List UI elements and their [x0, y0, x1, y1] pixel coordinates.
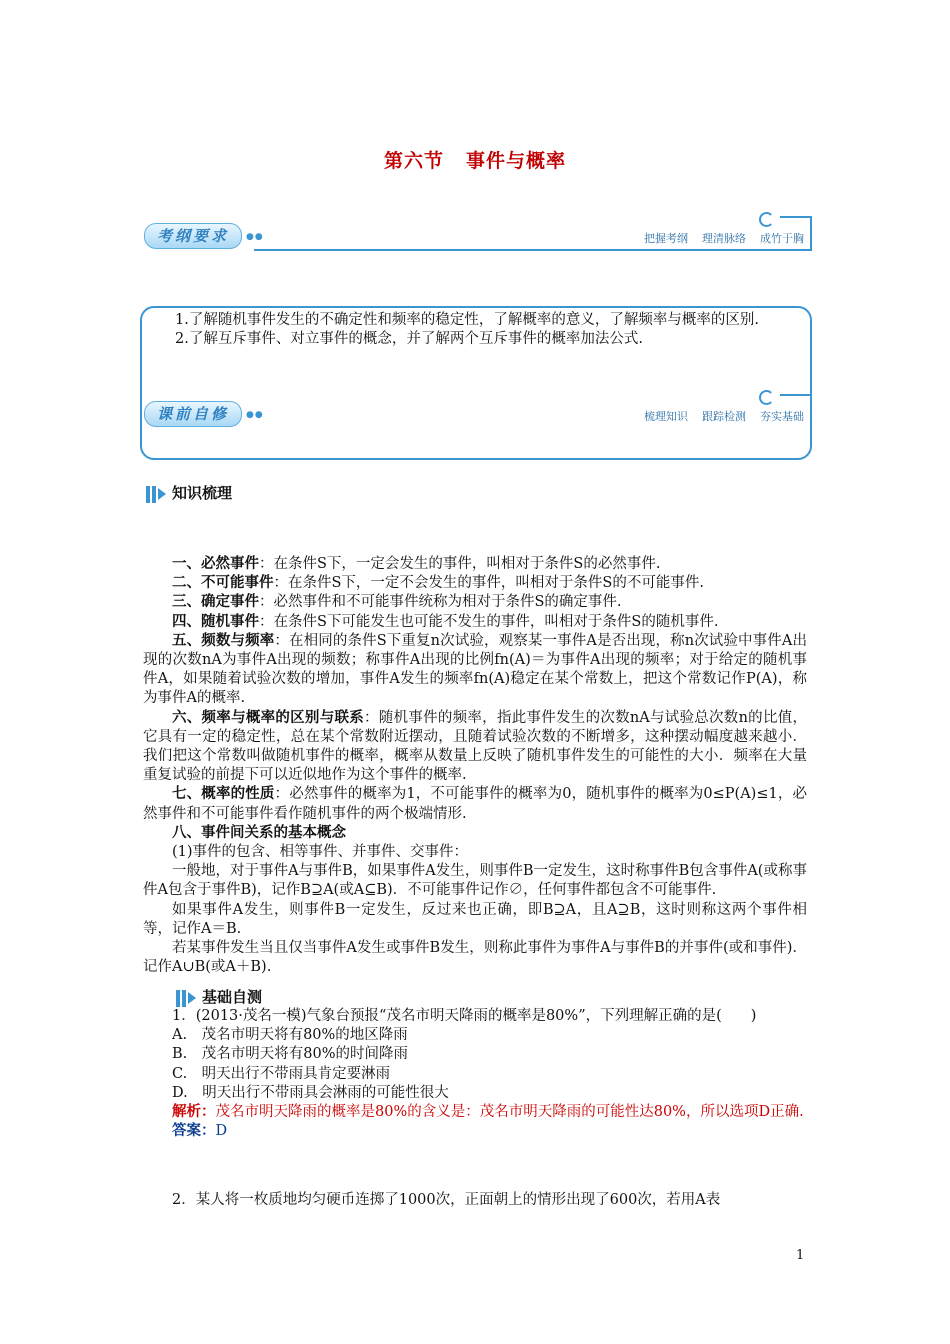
- banner-tags: [630, 408, 804, 424]
- swirl-icon: [759, 212, 774, 227]
- option-d: D. 明天出行不带雨具会淋雨的可能性很大: [172, 1084, 449, 1101]
- banner-tag: 把握考纲: [644, 232, 688, 245]
- banner-tag: 梳理知识: [644, 410, 688, 423]
- item-8: 八、事件间关系的基本概念: [172, 824, 346, 841]
- item-8c: 如果事件A发生，则事件B一定发生，反过来也正确，即B⊇A，且A⊇B，这时则称这两个事件相等，记作A＝B.: [143, 901, 807, 937]
- analysis: 解析：茂名市明天降雨的概率是80%的含义是：茂名市明天降雨的可能性达80%，所以选项D正确.: [172, 1104, 804, 1121]
- item-2: 二、不可能事件：在条件S下，一定不会发生的事件，叫相对于条件S的不可能事件.: [172, 575, 704, 592]
- banner-tag: 成竹于胸: [760, 232, 804, 245]
- banner-tag: 理清脉络: [702, 232, 746, 245]
- option-b: B. 茂名市明天将有80%的时间降雨: [172, 1046, 408, 1063]
- banner-tags: [630, 230, 804, 246]
- item-8a: (1)事件的包含、相等事件、并事件、交事件：: [172, 844, 469, 861]
- item-6: 六、频率与概率的区别与联系：随机事件的频率，指此事件发生的次数nA与试验总次数n的比值，它具有一定的稳定性，总在某个常数附近摆动，且随着试验次数的不断增多，这种摆动幅度越来越小．我们把这个常数叫做随机事件的概率，概率从数量上反映了随机事件发生的可能性的大小．频率在大量重复试验的前提下可以近似地作为这个事件的概率.: [143, 709, 807, 784]
- page-title: [0, 146, 950, 173]
- option-a: A. 茂名市明天将有80%的地区降雨: [172, 1027, 408, 1044]
- dots-icon: ●●: [246, 232, 264, 242]
- dots-icon: ●●: [246, 410, 264, 420]
- item-1: 一、必然事件：在条件S下，一定会发生的事件，叫相对于条件S的必然事件.: [172, 556, 661, 572]
- item-8d: 若某事件发生当且仅当事件A发生或事件B发生，则称此事件为事件A与事件B的并事件(或和事件)．记作A∪B(或A＋B).: [143, 940, 807, 976]
- item-4: 四、随机事件：在条件S下可能发生也可能不发生的事件，叫相对于条件S的随机事件.: [172, 613, 719, 630]
- question-1: [143, 1007, 807, 1141]
- question-2: [143, 1191, 807, 1210]
- knowledge-body: [143, 555, 807, 977]
- requirement-item: 1.了解随机事件发生的不确定性和频率的稳定性，了解概率的意义，了解频率与概率的区别.: [175, 312, 759, 328]
- banner-preview: [144, 400, 812, 428]
- title-topic: 事件与概率: [466, 150, 567, 172]
- swirl-icon: [759, 390, 774, 405]
- banner-label: 考纲要求: [144, 223, 242, 249]
- banner-tag: 夯实基础: [760, 410, 804, 423]
- answer: 答案：D: [172, 1123, 228, 1140]
- item-5: 五、频数与频率：在相同的条件S下重复n次试验，观察某一事件A是否出现，称n次试验中事件A出现的次数nA为事件A出现的频数；称事件A出现的比例fn(A)＝为事件A出现的频率；对于给定的随机事件A，如果随着试验次数的增加，事件A发生的频率fn(A)稳定在某个常数上，把这个常数记作P(A)，称为事件A的概率.: [143, 632, 807, 707]
- item-8b: 一般地，对于事件A与事件B，如果事件A发生，则事件B一定发生，这时称事件B包含事件A(或称事件A包含于事件B)，记作B⊇A(或A⊆B)．不可能事件记作∅，任何事件都包含不可能事件.: [143, 863, 807, 899]
- banner-exam-requirements: [144, 222, 812, 250]
- requirement-item: 2.了解互斥事件、对立事件的概念，并了解两个互斥事件的概率加法公式.: [175, 331, 643, 347]
- title-section-number: 第六节: [383, 150, 444, 172]
- banner-label: 课前自修: [144, 401, 242, 427]
- item-3: 三、确定事件：必然事件和不可能事件统称为相对于条件S的确定事件.: [172, 594, 622, 611]
- question-stem: 1．(2013·茂名一模)气象台预报“茂名市明天降雨的概率是80%”，下列理解正确的是( ): [172, 1008, 757, 1024]
- section-marker-icon: [146, 485, 166, 503]
- option-c: C. 明天出行不带雨具肯定要淋雨: [172, 1065, 391, 1082]
- section-marker-icon: [176, 989, 196, 1007]
- item-7: 七、概率的性质：必然事件的概率为1，不可能事件的概率为0，随机事件的概率为0≤P(A)≤1，必然事件和不可能事件看作随机事件的两个极端情形.: [143, 786, 808, 822]
- section-heading-knowledge: 知识梳理: [146, 482, 232, 503]
- section-heading-self-test: 基础自测: [176, 986, 262, 1007]
- banner-tag: 跟踪检测: [702, 410, 746, 423]
- page-number: 1: [796, 1248, 805, 1263]
- question-stem: 2．某人将一枚质地均匀硬币连掷了1000次，正面朝上的情形出现了600次，若用A表: [172, 1192, 721, 1208]
- requirements-text: [146, 311, 806, 349]
